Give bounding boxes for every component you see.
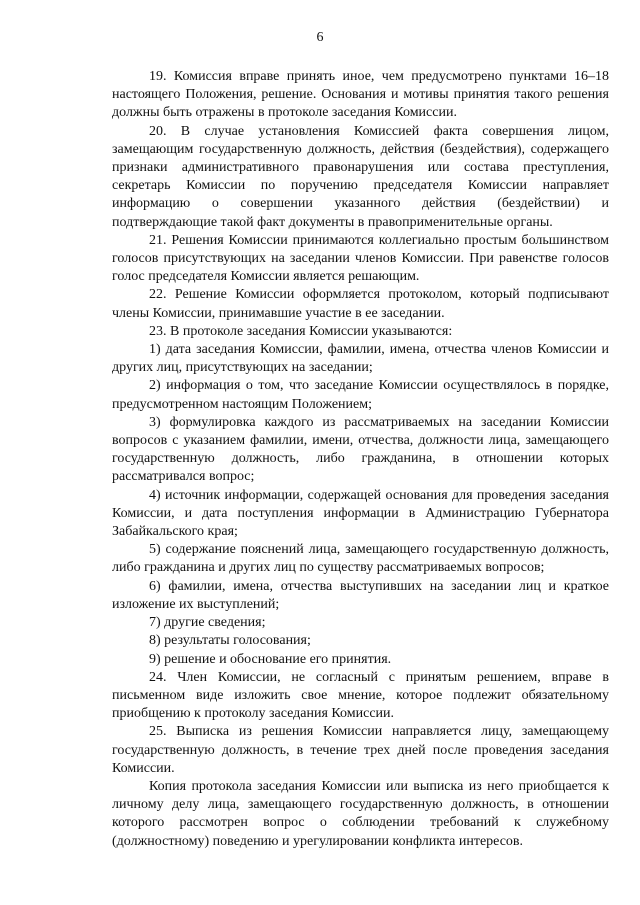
paragraph-protocol-copy: Копия протокола заседания Комиссии или выписка из него приобщается к личному делу лица, замещающего государственную должность, в отношении которого рассмотрен вопрос о соблюдении требований к служебному (должностному) поведению и урегулировании конфликта интересов.	[112, 778, 609, 849]
protocol-item-2: 2) информация о том, что заседание Комиссии осуществлялось в порядке, предусмотренном настоящим Положением;	[112, 378, 609, 412]
paragraph-item-25: 25. Выписка из решения Комиссии направляется лицу, замещающему государственную должность, в течение трех дней после проведения заседания Комиссии.	[112, 724, 609, 776]
paragraph-item-20: 20. В случае установления Комиссией факта совершения лицом, замещающим государственную должность, действия (бездействия), содержащего признаки административного правонарушения или состава преступления, секретарь Комиссии по поручению председателя Комиссии направляет информацию о совершении указанного действия (бездействии) и подтверждающие такой факт документы в правоприменительные органы.	[112, 123, 609, 230]
protocol-item-5: 5) содержание пояснений лица, замещающего государственную должность, либо гражданина и других лиц по существу рассматриваемых вопросов;	[112, 542, 609, 576]
protocol-item-1: 1) дата заседания Комиссии, фамилии, имена, отчества членов Комиссии и других лиц, присутствующих на заседании;	[112, 342, 609, 376]
protocol-item-9: 9) решение и обоснование его принятия.	[149, 651, 392, 667]
paragraph-item-24: 24. Член Комиссии, не согласный с принятым решением, вправе в письменном виде изложить свое мнение, которое подлежит обязательному приобщению к протоколу заседания Комиссии.	[112, 669, 609, 722]
paragraph-item-19: 19. Комиссия вправе принять иное, чем предусмотрено пунктами 16–18 настоящего Положения, решение. Основания и мотивы принятия такого решения должны быть отражены в протоколе заседания Комиссии.	[112, 69, 609, 121]
protocol-item-7: 7) другие сведения;	[149, 615, 266, 631]
protocol-item-4: 4) источник информации, содержащей основания для проведения заседания Комиссии, и дата поступления информации в Администрацию Губернатора Забайкальского края;	[112, 487, 609, 540]
paragraph-item-21: 21. Решения Комиссии принимаются коллегиально простым большинством голосов присутствующих на заседании членов Комиссии. При равенстве голосов голос председателя Комиссии является решающим.	[112, 232, 609, 285]
protocol-item-3: 3) формулировка каждого из рассматриваемых на заседании Комиссии вопросов с указанием фамилии, имени, отчества, должности лица, замещающего государственную должность, либо гражданина, в отношении которых рассматривался вопрос;	[112, 414, 609, 485]
page-number: 6	[316, 30, 324, 45]
document-body	[112, 68, 609, 851]
paragraph-item-23: 23. В протоколе заседания Комиссии указываются:	[149, 323, 453, 339]
protocol-item-6: 6) фамилии, имена, отчества выступивших на заседании лиц и краткое изложение их выступлений;	[112, 578, 609, 612]
protocol-item-8: 8) результаты голосования;	[149, 633, 311, 649]
paragraph-item-22: 22. Решение Комиссии оформляется протоколом, который подписывают члены Комиссии, принимавшие участие в ее заседании.	[112, 287, 609, 321]
